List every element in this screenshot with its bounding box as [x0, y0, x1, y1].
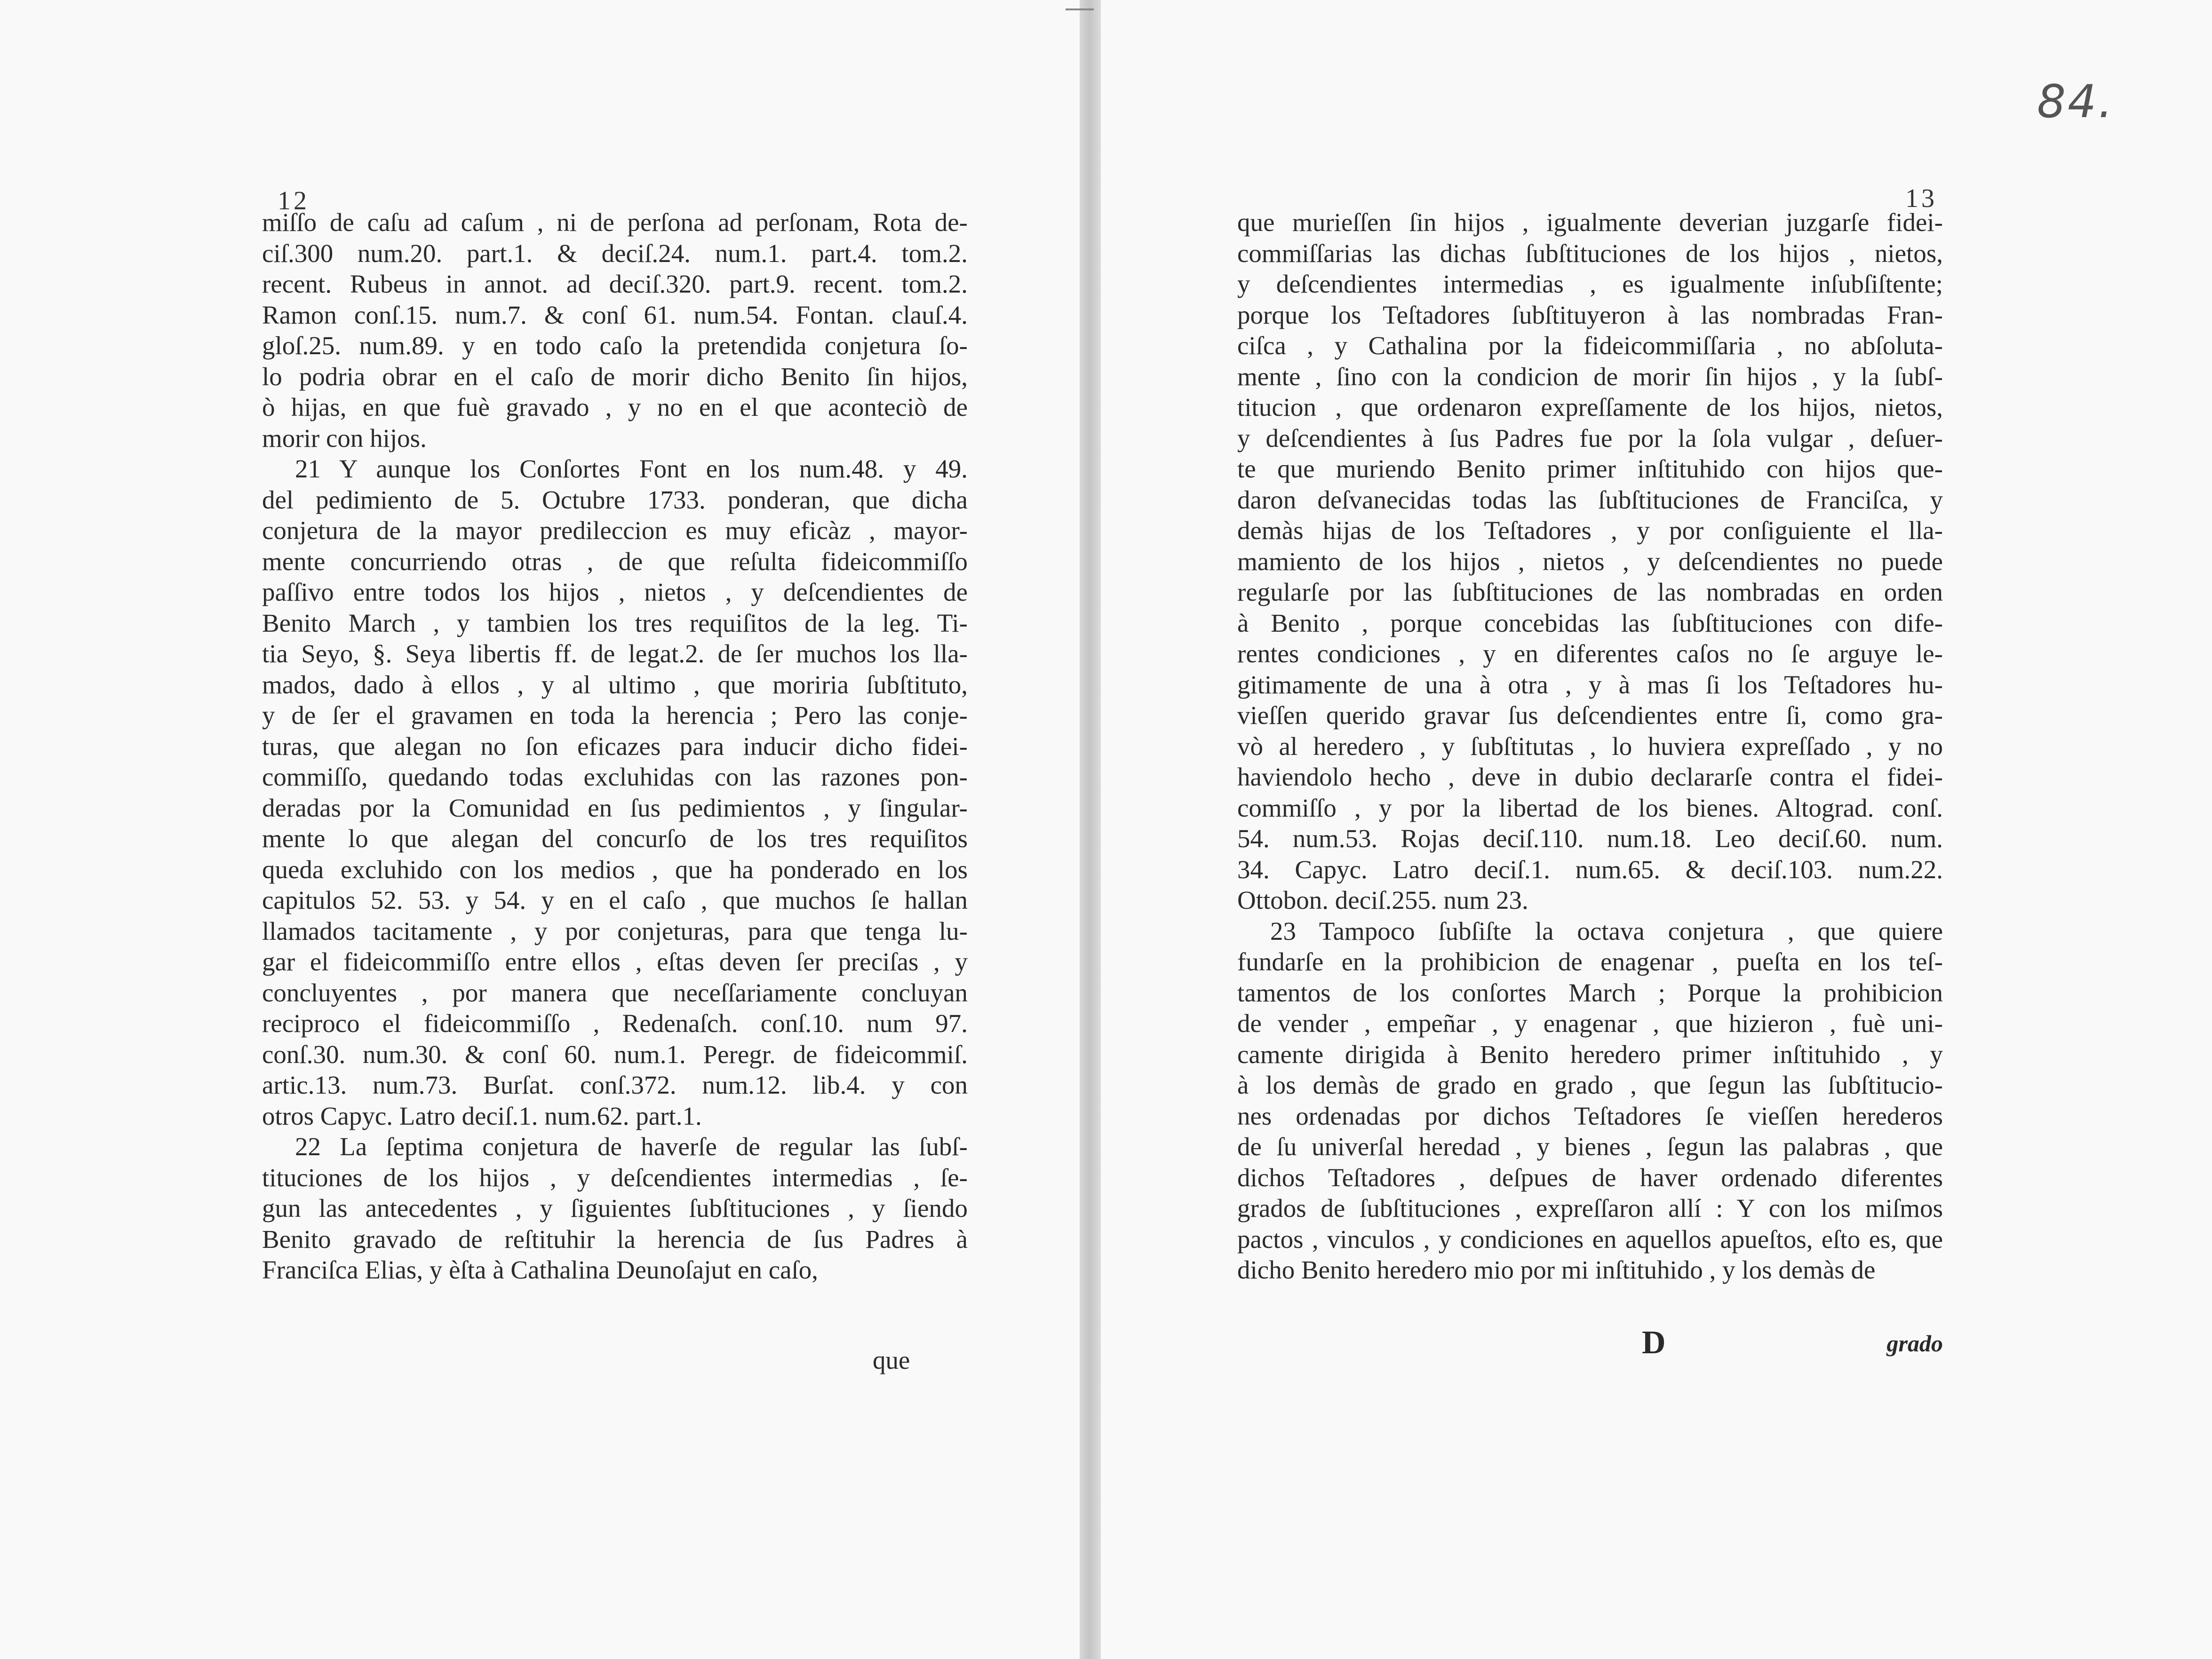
text-line: mente , ſino con la condicion de morir ſin hijos , y la ſubſ- [1237, 362, 1943, 391]
text-line: otros Capyc. Latro deciſ.1. num.62. part.1. [262, 1101, 702, 1130]
text-line: 34. Capyc. Latro deciſ.1. num.65. & deciſ.103. num.22. [1237, 855, 1943, 884]
text-line: demàs hijas de los Teſtadores , y por conſiguiente el lla- [1237, 516, 1943, 545]
text-line: fundarſe en la prohibicion de enagenar , pueſta en los teſ- [1237, 947, 1943, 976]
top-dash [1066, 8, 1094, 10]
text-line: y deſcendientes intermedias , es igualmente inſubſiſtente; [1237, 270, 1943, 298]
text-line: artic.13. num.73. Burſat. conſ.372. num.12. lib.4. y con [262, 1071, 968, 1099]
text-line: daron deſvanecidas todas las ſubſtituciones de Franciſca, y [1237, 485, 1943, 514]
text-line: dichos Teſtadores , deſpues de haver ordenado diferentes [1237, 1163, 1943, 1192]
left-page-text [262, 207, 968, 1286]
text-line: gun las antecedentes , y ſiguientes ſubſtituciones , y ſiendo [262, 1194, 968, 1222]
text-line: y de ſer el gravamen en toda la herencia ; Pero las conje- [262, 701, 968, 730]
right-page-text [1237, 207, 1943, 1286]
text-line: paſſivo entre todos los hijos , nietos , y deſcendientes de [262, 578, 968, 606]
text-line: camente dirigida à Benito heredero primer inſtituhido , y [1237, 1040, 1943, 1069]
text-line: queda excluhido con los medios , que ha ponderado en los [262, 855, 968, 884]
text-line: nes ordenadas por dichos Teſtadores ſe vieſſen herederos [1237, 1101, 1943, 1130]
text-line: Franciſca Elias, y èſta à Cathalina Deunoſajut en caſo, [262, 1255, 819, 1284]
text-line: gloſ.25. num.89. y en todo caſo la pretendida conjetura ſo- [262, 331, 968, 360]
text-line: haviendolo hecho , deve in dubio declararſe contra el fidei- [1237, 762, 1943, 791]
text-line: llamados tacitamente , y por conjeturas, para que tenga lu- [262, 916, 968, 945]
text-line: concluyentes , por manera que neceſſariamente concluyan [262, 978, 968, 1007]
page-number-left: 12 [278, 186, 310, 215]
text-line: lo podria obrar en el caſo de morir dicho Benito ſin hijos, [262, 362, 968, 391]
catchword-right: grado [1886, 1330, 1943, 1357]
text-line: y deſcendientes à ſus Padres fue por la ſola vulgar , deſuer- [1237, 423, 1943, 452]
text-line: mente concurriendo otras , de que reſulta fideicommiſſo [262, 547, 968, 576]
text-line: vieſſen querido gravar ſus deſcendientes entre ſi, como gra- [1237, 701, 1943, 730]
page-number-right: 13 [1905, 184, 1937, 213]
text-line: Benito March , y tambien los tres requiſitos de la leg. Ti- [262, 608, 968, 637]
book-gutter [1080, 0, 1101, 1659]
text-line: de ſu univerſal heredad , y bienes , ſegun las palabras , que [1237, 1132, 1943, 1161]
right-page-footer [1237, 1324, 1943, 1362]
text-line: mamiento de los hijos , nietos , y deſcendientes no puede [1237, 547, 1943, 576]
text-line: commiſſarias las dichas ſubſtituciones de los hijos , nietos, [1237, 238, 1943, 268]
text-line: à los demàs de grado en grado , que ſegun las ſubſtitucio- [1237, 1071, 1943, 1099]
text-line: reciproco el fideicommiſſo , Redenaſch. conſ.10. num 97. [262, 1009, 968, 1038]
text-line: turas, que alegan no ſon eficazes para inducir dicho fidei- [262, 731, 968, 761]
text-line: 21 Y aunque los Conſortes Font en los num.48. y 49. [295, 454, 968, 483]
text-line: miſſo de caſu ad caſum , ni de perſona ad perſonam, Rota de- [262, 208, 968, 237]
text-line: mente lo que alegan del concurſo de los tres requiſitos [262, 824, 968, 853]
text-line: ciſca , y Cathalina por la fideicommiſſaria , no abſoluta- [1237, 331, 1943, 360]
text-line: gitimamente de una à otra , y à mas ſi los Teſtadores hu- [1237, 670, 1943, 699]
catchword-left: que [873, 1346, 910, 1374]
text-line: 54. num.53. Rojas deciſ.110. num.18. Leo deciſ.60. num. [1237, 824, 1943, 853]
text-line: de vender , empeñar , y enagenar , que hizieron , fuè uni- [1237, 1009, 1943, 1038]
text-line: rentes condiciones , y en diferentes caſos no ſe arguye le- [1237, 639, 1943, 668]
text-line: mados, dado à ellos , y al ultimo , que moriria ſubſtituto, [262, 670, 968, 699]
folio-annotation: 84. [2037, 75, 2115, 128]
text-line: 22 La ſeptima conjetura de haverſe de regular las ſubſ- [295, 1132, 968, 1161]
text-line: porque los Teſtadores ſubſtituyeron à las nombradas Fran- [1237, 300, 1943, 329]
text-line: conjetura de la mayor predileccion es muy eficàz , mayor- [262, 516, 968, 545]
text-line: tituciones de los hijos , y deſcendientes intermedias , ſe- [262, 1163, 968, 1192]
text-line: commiſſo , y por la libertad de los bienes. Altograd. conſ. [1237, 793, 1943, 822]
text-line: à Benito , porque concebidas las ſubſtituciones con dife- [1237, 608, 1943, 637]
text-line: regularſe por las ſubſtituciones de las nombradas en orden [1237, 578, 1943, 606]
text-line: dicho Benito heredero mio por mi inſtituhido , y los demàs de [1237, 1255, 1876, 1284]
left-page [0, 0, 1080, 1659]
text-line: ciſ.300 num.20. part.1. & deciſ.24. num.1. part.4. tom.2. [262, 238, 968, 268]
text-line: deradas por la Comunidad en ſus pedimientos , y ſingular- [262, 793, 968, 822]
text-line: vò al heredero , y ſubſtitutas , lo huviera expreſſado , y no [1237, 731, 1943, 761]
text-line: 23 Tampoco ſubſiſte la octava conjetura , que quiere [1270, 916, 1943, 945]
text-line: que murieſſen ſin hijos , igualmente deverian juzgarſe fidei- [1237, 208, 1943, 237]
text-line: tia Seyo, §. Seya libertis ff. de legat.2. de ſer muchos los lla- [262, 639, 968, 668]
text-line: Benito gravado de reſtituhir la herencia de ſus Padres à [262, 1224, 968, 1254]
text-line: recent. Rubeus in annot. ad deciſ.320. part.9. recent. tom.2. [262, 270, 968, 298]
text-line: conſ.30. num.30. & conſ 60. num.1. Peregr. de fideicommiſ. [262, 1040, 968, 1069]
text-line: morir con hijos. [262, 423, 427, 452]
text-line: capitulos 52. 53. y 54. y en el caſo , que muchos ſe hallan [262, 886, 968, 914]
text-line: pactos , vinculos , y condiciones en aquellos apueſtos, eſto es, que [1237, 1224, 1943, 1254]
text-line: del pedimiento de 5. Octubre 1733. ponderan, que dicha [262, 485, 968, 514]
text-line: Ramon conſ.15. num.7. & conſ 61. num.54. Fontan. clauſ.4. [262, 300, 968, 329]
text-line: commiſſo, quedando todas excluhidas con las razones pon- [262, 762, 968, 791]
text-line: gar el fideicommiſſo entre ellos , eſtas deven ſer preciſas , y [262, 947, 968, 976]
text-line: Ottobon. deciſ.255. num 23. [1237, 886, 1528, 914]
text-line: grados de ſubſtituciones , expreſſaron allí : Y con los miſmos [1237, 1194, 1943, 1222]
text-line: titucion , que ordenaron expreſſamente de los hijos, nietos, [1237, 393, 1943, 421]
text-line: ò hijas, en que fuè gravado , y no en el que aconteciò de [262, 393, 968, 421]
text-line: te que muriendo Benito primer inſtituhido con hijos que- [1237, 454, 1943, 483]
text-line: tamentos de los conſortes March ; Porque la prohibicion [1237, 978, 1943, 1007]
signature-mark: D [1642, 1325, 1666, 1361]
